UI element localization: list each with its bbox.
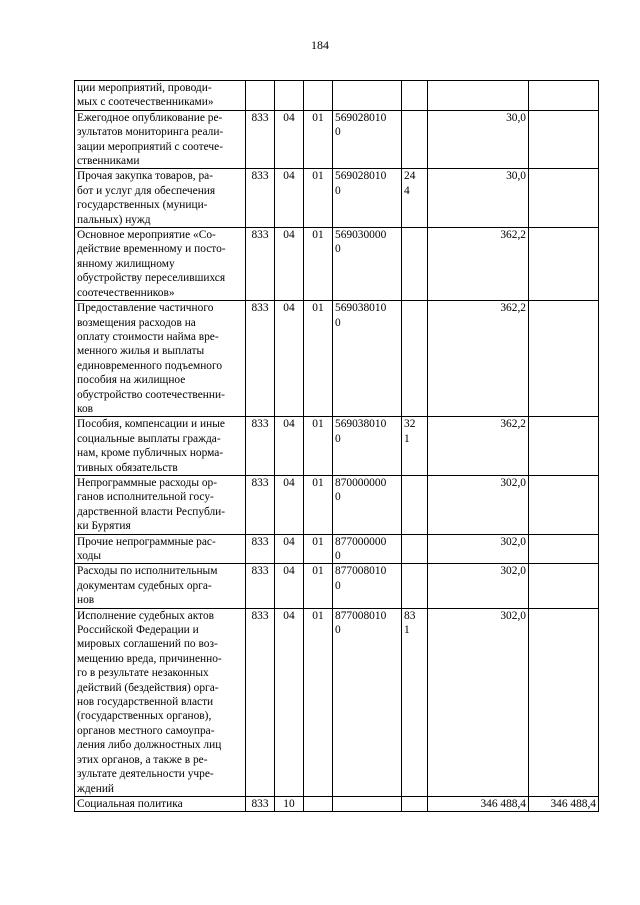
table-row <box>75 608 599 796</box>
item-name-cell: ции мероприятий, проводи- мых с соотечественниками» <box>75 81 246 111</box>
subsection-code-cell: 01 <box>304 110 333 169</box>
subsection-code-cell <box>304 796 333 811</box>
budget-table <box>74 80 599 812</box>
target-article-cell <box>333 81 402 111</box>
target-article-cell: 569030000 0 <box>333 228 402 301</box>
amount-cell: 302,0 <box>428 564 529 608</box>
table-row <box>75 301 599 417</box>
expense-type-cell <box>402 475 428 534</box>
expense-type-cell <box>402 301 428 417</box>
section-code-cell: 04 <box>275 417 304 476</box>
amount-cell: 30,0 <box>428 110 529 169</box>
section-code-cell: 04 <box>275 534 304 564</box>
ministry-code-cell: 833 <box>246 564 275 608</box>
table-row <box>75 417 599 476</box>
budget-table-body <box>75 81 599 812</box>
expense-type-cell <box>402 110 428 169</box>
item-name-cell: Социальная политика <box>75 796 246 811</box>
table-row <box>75 475 599 534</box>
target-article-cell: 569038010 0 <box>333 417 402 476</box>
ministry-code-cell <box>246 81 275 111</box>
amount-cell: 302,0 <box>428 534 529 564</box>
amount-secondary-cell <box>529 608 599 796</box>
amount-secondary-cell: 346 488,4 <box>529 796 599 811</box>
target-article-cell <box>333 796 402 811</box>
table-row <box>75 110 599 169</box>
section-code-cell <box>275 81 304 111</box>
table-row <box>75 169 599 228</box>
amount-secondary-cell <box>529 169 599 228</box>
subsection-code-cell: 01 <box>304 228 333 301</box>
item-name-cell: Исполнение судебных актов Российской Федерации и мировых соглашений по воз- мещению вреда, причиненно- го в результате незаконных действий (бездействия) орга- нов государственной власти (государственных органов), органов местного самоупра- ления либо должностных лиц этих органов, а также в ре- зультате деятельности учре- ждений <box>75 608 246 796</box>
amount-cell: 362,2 <box>428 228 529 301</box>
amount-secondary-cell <box>529 301 599 417</box>
amount-cell: 30,0 <box>428 169 529 228</box>
item-name-cell: Прочие непрограммные рас- ходы <box>75 534 246 564</box>
ministry-code-cell: 833 <box>246 534 275 564</box>
table-row <box>75 81 599 111</box>
subsection-code-cell <box>304 81 333 111</box>
amount-cell <box>428 81 529 111</box>
target-article-cell: 569028010 0 <box>333 169 402 228</box>
ministry-code-cell: 833 <box>246 228 275 301</box>
expense-type-cell <box>402 228 428 301</box>
section-code-cell: 04 <box>275 228 304 301</box>
section-code-cell: 04 <box>275 564 304 608</box>
item-name-cell: Основное мероприятие «Со- действие временному и посто- янному жилищному обустройству переселившихся соотечественников» <box>75 228 246 301</box>
target-article-cell: 870000000 0 <box>333 475 402 534</box>
expense-type-cell <box>402 81 428 111</box>
expense-type-cell <box>402 564 428 608</box>
target-article-cell: 877000000 0 <box>333 534 402 564</box>
table-row <box>75 228 599 301</box>
target-article-cell: 569038010 0 <box>333 301 402 417</box>
section-code-cell: 10 <box>275 796 304 811</box>
ministry-code-cell: 833 <box>246 169 275 228</box>
section-code-cell: 04 <box>275 301 304 417</box>
subsection-code-cell: 01 <box>304 475 333 534</box>
section-code-cell: 04 <box>275 475 304 534</box>
amount-secondary-cell <box>529 81 599 111</box>
table-row <box>75 796 599 811</box>
ministry-code-cell: 833 <box>246 475 275 534</box>
amount-secondary-cell <box>529 534 599 564</box>
ministry-code-cell: 833 <box>246 110 275 169</box>
target-article-cell: 877008010 0 <box>333 564 402 608</box>
subsection-code-cell: 01 <box>304 417 333 476</box>
ministry-code-cell: 833 <box>246 608 275 796</box>
table-row <box>75 534 599 564</box>
item-name-cell: Прочая закупка товаров, ра- бот и услуг для обеспечения государственных (муници- пальных) нужд <box>75 169 246 228</box>
amount-secondary-cell <box>529 228 599 301</box>
table-row <box>75 564 599 608</box>
item-name-cell: Непрограммные расходы ор- ганов исполнительной госу- дарственной власти Республи- ки Бурятия <box>75 475 246 534</box>
item-name-cell: Пособия, компенсации и иные социальные выплаты гражда- нам, кроме публичных норма- тивных обязательств <box>75 417 246 476</box>
page-number: 184 <box>311 38 329 52</box>
amount-secondary-cell <box>529 475 599 534</box>
amount-cell: 362,2 <box>428 301 529 417</box>
expense-type-cell <box>402 534 428 564</box>
ministry-code-cell: 833 <box>246 796 275 811</box>
amount-secondary-cell <box>529 417 599 476</box>
subsection-code-cell: 01 <box>304 534 333 564</box>
item-name-cell: Предоставление частичного возмещения расходов на оплату стоимости найма вре- менного жилья и выплаты единовременного подъемного пособия на жилищное обустройство соотечественни- ков <box>75 301 246 417</box>
section-code-cell: 04 <box>275 169 304 228</box>
ministry-code-cell: 833 <box>246 301 275 417</box>
target-article-cell: 877008010 0 <box>333 608 402 796</box>
expense-type-cell <box>402 796 428 811</box>
subsection-code-cell: 01 <box>304 564 333 608</box>
subsection-code-cell: 01 <box>304 169 333 228</box>
amount-secondary-cell <box>529 564 599 608</box>
item-name-cell: Ежегодное опубликование ре- зультатов мониторинга реали- зации мероприятий с соотече- ственниками <box>75 110 246 169</box>
subsection-code-cell: 01 <box>304 608 333 796</box>
amount-cell: 362,2 <box>428 417 529 476</box>
expense-type-cell: 32 1 <box>402 417 428 476</box>
target-article-cell: 569028010 0 <box>333 110 402 169</box>
item-name-cell: Расходы по исполнительным документам судебных орга- нов <box>75 564 246 608</box>
expense-type-cell: 83 1 <box>402 608 428 796</box>
expense-type-cell: 24 4 <box>402 169 428 228</box>
section-code-cell: 04 <box>275 608 304 796</box>
subsection-code-cell: 01 <box>304 301 333 417</box>
amount-secondary-cell <box>529 110 599 169</box>
section-code-cell: 04 <box>275 110 304 169</box>
amount-cell: 302,0 <box>428 475 529 534</box>
ministry-code-cell: 833 <box>246 417 275 476</box>
amount-cell: 346 488,4 <box>428 796 529 811</box>
amount-cell: 302,0 <box>428 608 529 796</box>
